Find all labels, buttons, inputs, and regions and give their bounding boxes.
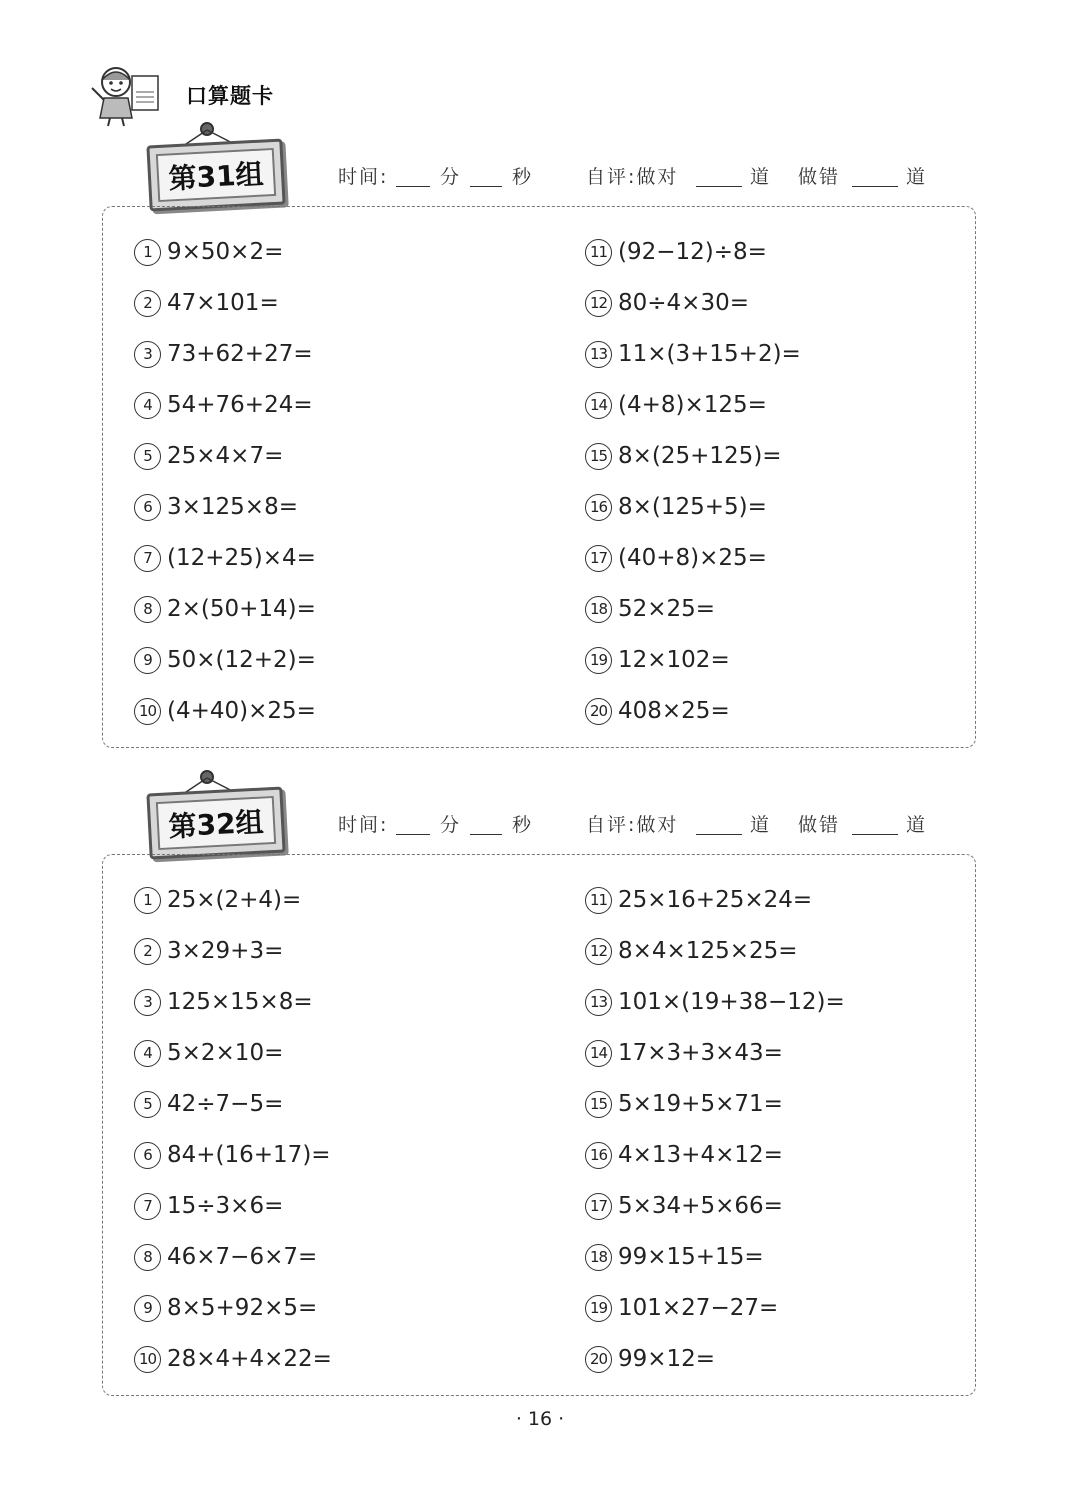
dao-label: 道 xyxy=(906,166,928,188)
problem-expression: 3×29+3= xyxy=(167,938,284,964)
problem-number-badge: 16 xyxy=(585,494,612,521)
problem-expression: 8×(125+5)= xyxy=(618,494,767,520)
problem-item xyxy=(585,438,782,474)
problem-number-badge: 4 xyxy=(134,1040,161,1067)
page-number: · 16 · xyxy=(515,1408,565,1430)
problem-number-badge: 3 xyxy=(134,989,161,1016)
minute-label: 分 xyxy=(440,814,462,836)
page-title: 口算题卡 xyxy=(186,84,274,108)
problem-number-badge: 13 xyxy=(585,989,612,1016)
problem-item xyxy=(585,1239,764,1275)
problem-item xyxy=(134,642,316,678)
second-label: 秒 xyxy=(512,166,534,188)
dao-label: 道 xyxy=(750,814,772,836)
problem-item xyxy=(134,1341,332,1377)
seconds-blank[interactable] xyxy=(470,186,502,187)
problem-number-badge: 15 xyxy=(585,1091,612,1118)
problem-expression: 9×50×2= xyxy=(167,239,284,265)
problem-expression: 12×102= xyxy=(618,647,730,673)
problem-expression: 25×4×7= xyxy=(167,443,284,469)
problem-item xyxy=(134,285,279,321)
problem-expression: 408×25= xyxy=(618,698,730,724)
problem-expression: 8×4×125×25= xyxy=(618,938,798,964)
problem-number-badge: 5 xyxy=(134,443,161,470)
problem-number-badge: 8 xyxy=(134,1244,161,1271)
problem-expression: 101×27−27= xyxy=(618,1295,779,1321)
problem-number-badge: 13 xyxy=(585,341,612,368)
problem-number-badge: 18 xyxy=(585,596,612,623)
problem-expression: 99×12= xyxy=(618,1346,716,1372)
problem-item xyxy=(585,693,730,729)
problem-expression: 28×4+4×22= xyxy=(167,1346,332,1372)
problem-number-badge: 20 xyxy=(585,1346,612,1373)
problem-number-badge: 6 xyxy=(134,494,161,521)
group-title: 第31组 xyxy=(156,148,276,202)
problem-item xyxy=(585,540,767,576)
problem-expression: 15÷3×6= xyxy=(167,1193,284,1219)
problem-expression: 84+(16+17)= xyxy=(167,1142,331,1168)
problem-expression: 11×(3+15+2)= xyxy=(618,341,801,367)
problem-expression: 52×25= xyxy=(618,596,716,622)
problem-number-badge: 20 xyxy=(585,698,612,725)
problem-expression: 99×15+15= xyxy=(618,1244,764,1270)
problem-expression: 8×5+92×5= xyxy=(167,1295,318,1321)
problem-number-badge: 7 xyxy=(134,1193,161,1220)
correct-count-blank[interactable] xyxy=(696,186,742,187)
problem-number-badge: 1 xyxy=(134,239,161,266)
problem-item xyxy=(134,1188,283,1224)
time-label: 时间: xyxy=(338,166,389,188)
problem-number-badge: 10 xyxy=(134,698,161,725)
problem-number-badge: 9 xyxy=(134,1295,161,1322)
group-label-board xyxy=(146,138,285,211)
problem-expression: 125×15×8= xyxy=(167,989,313,1015)
problem-expression: 46×7−6×7= xyxy=(167,1244,318,1270)
problem-number-badge: 12 xyxy=(585,290,612,317)
problem-item xyxy=(585,1188,783,1224)
problem-item xyxy=(134,1035,283,1071)
problem-item xyxy=(585,882,812,918)
problem-item xyxy=(134,438,283,474)
problem-number-badge: 3 xyxy=(134,341,161,368)
minutes-blank[interactable] xyxy=(396,186,430,187)
problem-item xyxy=(585,1341,715,1377)
problem-item xyxy=(585,1290,778,1326)
problem-item xyxy=(585,1035,783,1071)
problem-item xyxy=(585,285,749,321)
problem-expression: 80÷4×30= xyxy=(618,290,749,316)
wrong-label: 做错 xyxy=(798,814,841,836)
problem-number-badge: 8 xyxy=(134,596,161,623)
problem-item xyxy=(585,336,801,372)
problem-item xyxy=(134,984,313,1020)
self-eval-label: 自评:做对 xyxy=(586,166,679,188)
problem-expression: 5×34+5×66= xyxy=(618,1193,783,1219)
problem-item xyxy=(134,336,313,372)
second-label: 秒 xyxy=(512,814,534,836)
problem-item xyxy=(134,933,283,969)
problem-item xyxy=(585,591,715,627)
problem-number-badge: 15 xyxy=(585,443,612,470)
problem-number-badge: 19 xyxy=(585,1295,612,1322)
seconds-blank[interactable] xyxy=(470,834,502,835)
problem-expression: 25×16+25×24= xyxy=(618,887,813,913)
problem-item xyxy=(134,1086,283,1122)
problem-expression: (4+8)×125= xyxy=(618,392,767,418)
problem-item xyxy=(134,234,283,270)
minute-label: 分 xyxy=(440,166,462,188)
problem-number-badge: 14 xyxy=(585,392,612,419)
problem-item xyxy=(134,882,301,918)
problem-number-badge: 14 xyxy=(585,1040,612,1067)
problem-number-badge: 12 xyxy=(585,938,612,965)
problem-number-badge: 6 xyxy=(134,1142,161,1169)
problem-item xyxy=(134,591,316,627)
self-eval-label: 自评:做对 xyxy=(586,814,679,836)
problem-expression: (4+40)×25= xyxy=(167,698,316,724)
problem-expression: (92−12)÷8= xyxy=(618,239,767,265)
problem-number-badge: 16 xyxy=(585,1142,612,1169)
problem-number-badge: 11 xyxy=(585,887,612,914)
problem-number-badge: 9 xyxy=(134,647,161,674)
page-header xyxy=(86,62,306,132)
score-line xyxy=(338,162,938,192)
problem-item xyxy=(134,693,316,729)
problem-number-badge: 17 xyxy=(585,545,612,572)
problem-number-badge: 2 xyxy=(134,938,161,965)
minutes-blank[interactable] xyxy=(396,834,430,835)
problem-item xyxy=(134,1137,331,1173)
problem-expression: 73+62+27= xyxy=(167,341,313,367)
problem-expression: 101×(19+38−12)= xyxy=(618,989,845,1015)
problem-item xyxy=(585,1086,783,1122)
problem-expression: 2×(50+14)= xyxy=(167,596,316,622)
problem-number-badge: 17 xyxy=(585,1193,612,1220)
problem-number-badge: 10 xyxy=(134,1346,161,1373)
problem-item xyxy=(134,387,313,423)
problem-expression: 4×13+4×12= xyxy=(618,1142,783,1168)
time-label: 时间: xyxy=(338,814,389,836)
problem-item xyxy=(585,489,767,525)
problem-number-badge: 2 xyxy=(134,290,161,317)
problem-number-badge: 4 xyxy=(134,392,161,419)
girl-mascot-icon xyxy=(86,62,166,130)
problem-expression: 25×(2+4)= xyxy=(167,887,302,913)
problem-expression: 8×(25+125)= xyxy=(618,443,782,469)
problem-expression: 5×2×10= xyxy=(167,1040,284,1066)
problem-item xyxy=(585,933,798,969)
score-line xyxy=(338,810,938,840)
problem-expression: (12+25)×4= xyxy=(167,545,316,571)
problem-item xyxy=(134,540,316,576)
problem-expression: 50×(12+2)= xyxy=(167,647,316,673)
problem-number-badge: 19 xyxy=(585,647,612,674)
wrong-label: 做错 xyxy=(798,166,841,188)
problem-number-badge: 11 xyxy=(585,239,612,266)
problem-item xyxy=(585,984,845,1020)
problem-item xyxy=(585,642,730,678)
problem-number-badge: 7 xyxy=(134,545,161,572)
dao-label: 道 xyxy=(750,166,772,188)
problem-item xyxy=(134,1239,317,1275)
wrong-count-blank[interactable] xyxy=(852,834,898,835)
problem-expression: 42÷7−5= xyxy=(167,1091,284,1117)
group-title: 第32组 xyxy=(156,796,276,850)
problem-item xyxy=(585,234,767,270)
problem-number-badge: 1 xyxy=(134,887,161,914)
problem-number-badge: 5 xyxy=(134,1091,161,1118)
wrong-count-blank[interactable] xyxy=(852,186,898,187)
problem-expression: 47×101= xyxy=(167,290,279,316)
dao-label: 道 xyxy=(906,814,928,836)
problem-item xyxy=(134,1290,317,1326)
group-label-board xyxy=(146,786,285,859)
problem-expression: (40+8)×25= xyxy=(618,545,767,571)
problem-expression: 3×125×8= xyxy=(167,494,298,520)
problem-expression: 54+76+24= xyxy=(167,392,313,418)
problem-item xyxy=(585,387,767,423)
problem-item xyxy=(585,1137,783,1173)
problem-item xyxy=(134,489,298,525)
correct-count-blank[interactable] xyxy=(696,834,742,835)
problem-expression: 17×3+3×43= xyxy=(618,1040,783,1066)
problem-number-badge: 18 xyxy=(585,1244,612,1271)
problem-expression: 5×19+5×71= xyxy=(618,1091,783,1117)
